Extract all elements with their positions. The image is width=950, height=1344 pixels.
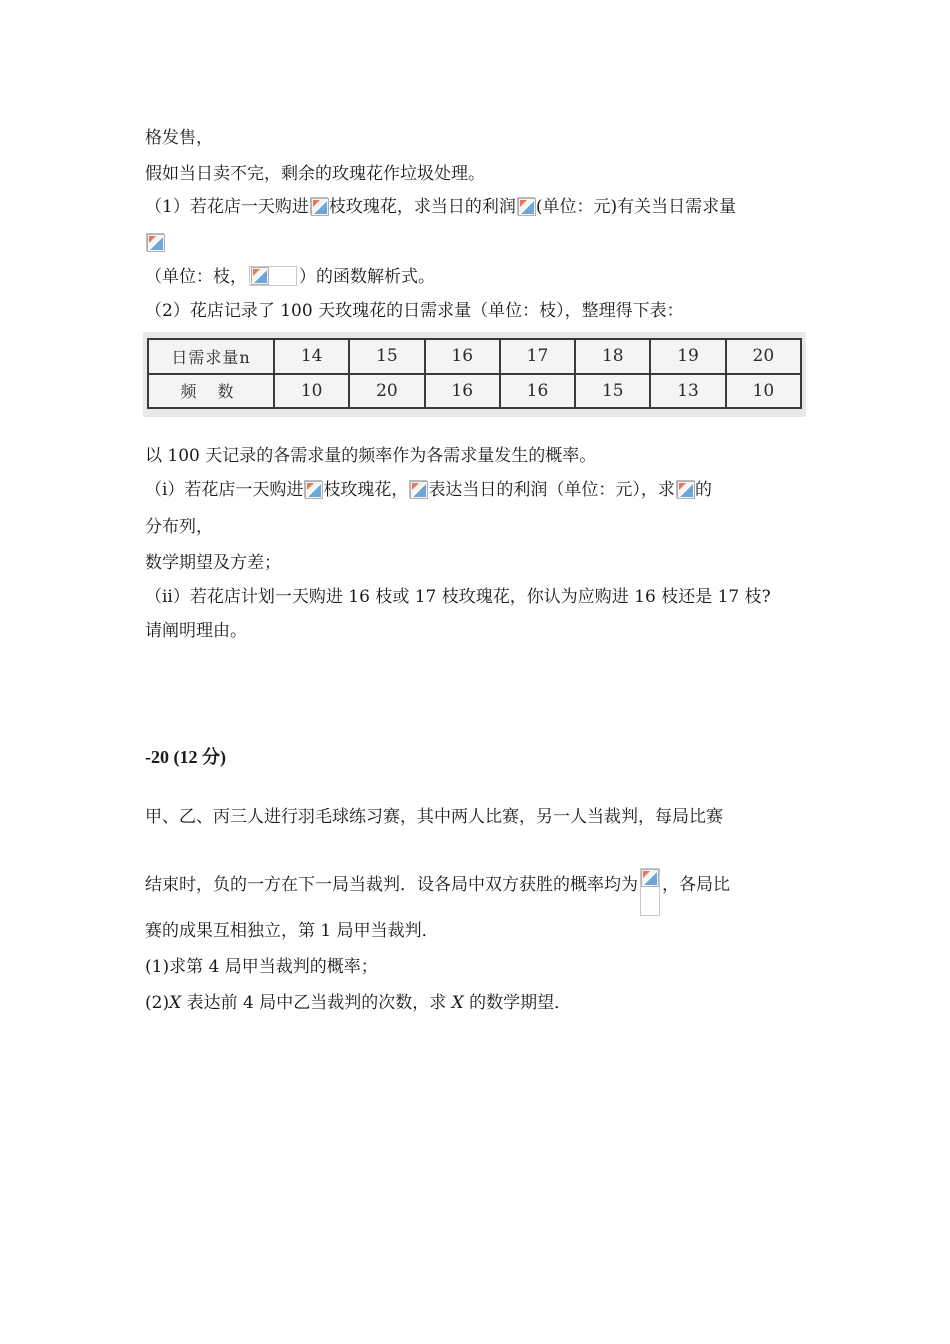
- text-line: 假如当日卖不完，剩余的玫瑰花作垃圾处理。: [145, 164, 485, 184]
- table-cell: 20: [349, 374, 424, 409]
- question-1: （1）若花店一天购进 枝玫瑰花，求当日的利润 (单位：元)有关当日需求量: [145, 197, 737, 217]
- question-2-i: （i）若花店一天购进 枝玫瑰花， 表达当日的利润（单位：元），求 的: [145, 480, 712, 500]
- text-line: 分布列，: [145, 517, 213, 537]
- row-header: 频 数: [148, 374, 274, 409]
- question-2: （2）花店记录了 100 天玫瑰花的日需求量（单位：枝），整理得下表：: [145, 301, 684, 321]
- text-line: 甲、乙、丙三人进行羽毛球练习赛，其中两人比赛，另一人当裁判，每局比赛: [145, 807, 723, 827]
- table-cell: 16: [425, 339, 500, 374]
- table-cell: 16: [425, 374, 500, 409]
- table-cell: 20: [726, 339, 801, 374]
- table-cell: 16: [500, 374, 575, 409]
- broken-image-icon: [676, 480, 694, 498]
- demand-frequency-table: [143, 332, 806, 417]
- row-header: 日需求量n: [148, 339, 274, 374]
- table-cell: 14: [274, 339, 349, 374]
- question-2: (2)X 表达前 4 局中乙当裁判的次数，求 X 的数学期望．: [145, 993, 572, 1013]
- table-cell: 18: [575, 339, 650, 374]
- table-row: [148, 339, 801, 374]
- broken-image-icon: [249, 266, 297, 286]
- text-line: 赛的成果互相独立，第 1 局甲当裁判．: [145, 921, 439, 941]
- broken-image-icon: [304, 480, 322, 498]
- text-line: 请阐明理由。: [145, 621, 247, 641]
- table-cell: 15: [349, 339, 424, 374]
- text-line: 以 100 天记录的各需求量的频率作为各需求量发生的概率。: [145, 446, 597, 466]
- text-line: 数学期望及方差；: [145, 553, 281, 573]
- broken-image-icon: [517, 197, 535, 215]
- text-line: （单位：枝， ）的函数解析式。: [145, 267, 435, 287]
- broken-image-icon: [640, 868, 660, 916]
- text-line: 格发售，: [145, 128, 213, 148]
- question-2-ii: （ii）若花店计划一天购进 16 枝或 17 枝玫瑰花，你认为应购进 16 枝还是 17 枝?: [145, 587, 771, 607]
- table-cell: 10: [274, 374, 349, 409]
- table-cell: 17: [500, 339, 575, 374]
- question-1: (1)求第 4 局甲当裁判的概率；: [145, 957, 378, 977]
- table-cell: 10: [726, 374, 801, 409]
- text-line: 结束时，负的一方在下一局当裁判．设各局中双方获胜的概率均为 ，各局比: [145, 868, 730, 916]
- text-line: [145, 232, 165, 254]
- table-cell: 19: [650, 339, 725, 374]
- table-cell: 15: [575, 374, 650, 409]
- problem-heading: -20 (12 分): [145, 747, 226, 767]
- broken-image-icon: [409, 480, 427, 498]
- table-row: [148, 374, 801, 409]
- broken-image-icon: [310, 197, 328, 215]
- broken-image-icon: [146, 233, 164, 251]
- table-cell: 13: [650, 374, 725, 409]
